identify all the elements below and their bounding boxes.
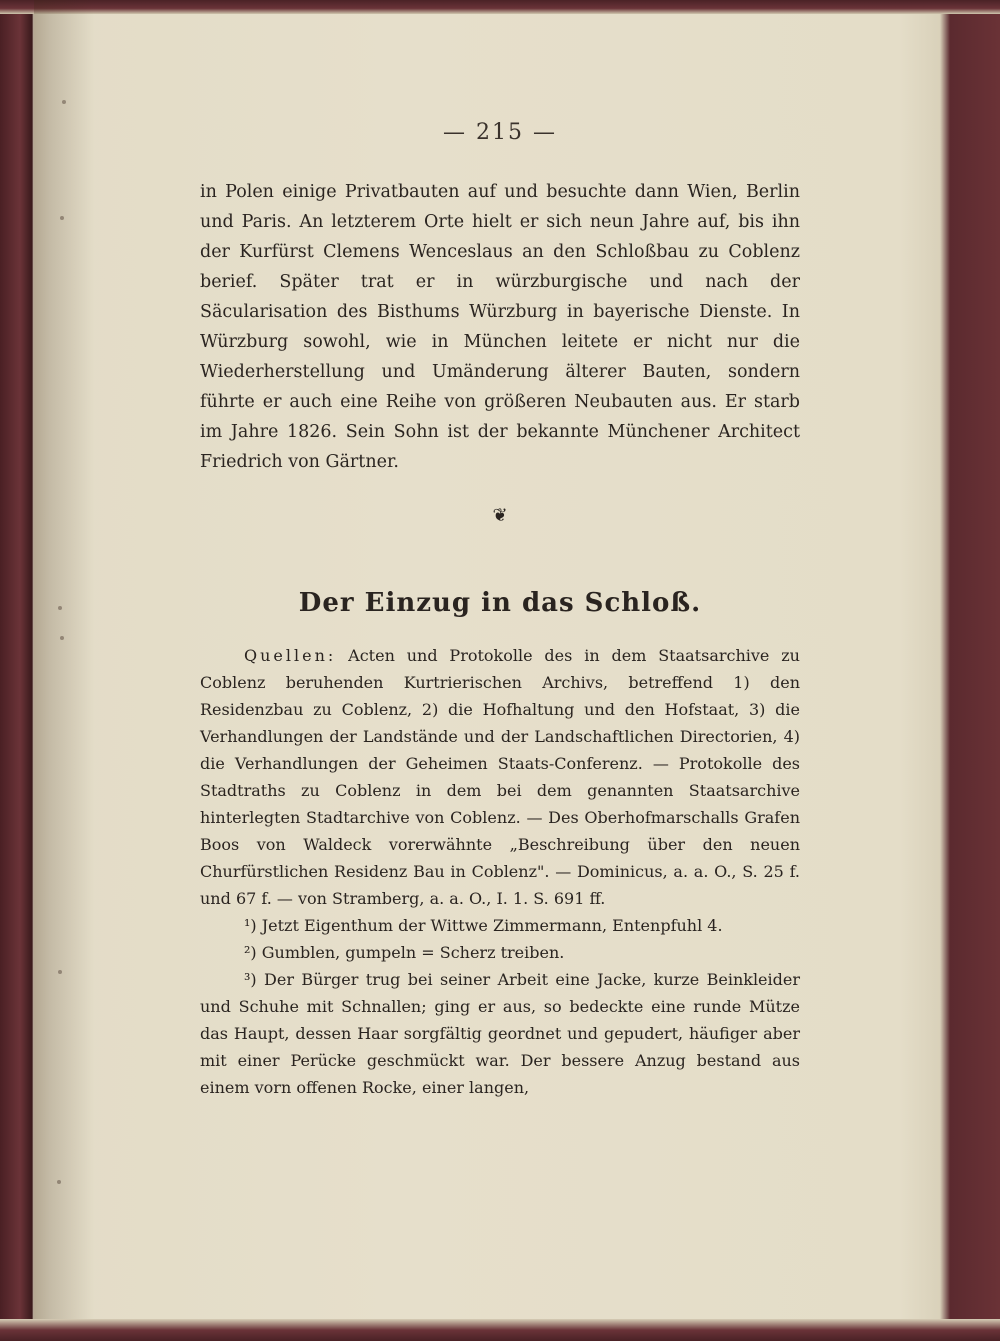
body-paragraph: in Polen einige Privatbauten auf und besuchte dann Wien, Berlin und Paris. An letzterem Orte hielt er sich neun Jahre auf, bis ihn der Kurfürst Clemens Wenceslaus an den Schloßbau zu Coblenz berief. Später trat er in würzburgische und nach der Säcularisation des Bisthums Würzburg in bayerische Dienste. In Würzburg sowohl, wie in München leitete er nicht nur die Wiederherstellung und Umänderung älterer Bauten, sondern führte er auch eine Reihe von größeren Neubauten aus. Er starb im Jahre 1826. Sein Sohn ist der bekannte Münchener Architect Friedrich von Gärtner. bbox=[200, 182, 800, 472]
book-cover-bottom-edge bbox=[0, 1319, 1000, 1341]
sources-paragraph bbox=[200, 642, 800, 912]
sources-label: Quellen: bbox=[244, 646, 337, 665]
footnote-3: ³) Der Bürger trug bei seiner Arbeit eine Jacke, kurze Beinkleider und Schuhe mit Schnallen; ging er aus, so bedeckte eine runde Mütze das Haupt, dessen Haar sorgfältig geordnet und gepudert, häufiger aber mit einer Perücke geschmückt war. Der bessere Anzug bestand aus einem vorn offenen Rocke, einer langen, bbox=[200, 970, 800, 1097]
footnote-1: ¹) Jetzt Eigenthum der Wittwe Zimmermann, Entenpfuhl 4. bbox=[244, 916, 723, 935]
book-cover-top-edge bbox=[0, 0, 1000, 14]
gutter-shadow bbox=[34, 0, 94, 1341]
book-page bbox=[200, 120, 800, 1101]
section-title: Der Einzug in das Schloß. bbox=[298, 588, 702, 618]
fleuron-ornament-icon: ❦ bbox=[492, 505, 508, 526]
footnote-2: ²) Gumblen, gumpeln = Scherz treiben. bbox=[244, 943, 565, 962]
sources-text: Acten und Protokolle des in dem Staatsarchive zu Coblenz beruhenden Kurtrierischen Archivs, betreffend 1) den Residenzbau zu Coblenz, 2) die Hofhaltung und den Hofstaat, 3) die Verhandlungen der Landstände und der Landschaftlichen Directorien, 4) die Verhandlungen der Geheimen Staats-Conferenz. — Protokolle des Stadtraths zu Coblenz in dem bei dem genannten Staatsarchive hinterlegten Stadtarchive von Coblenz. — Des Oberhofmarschalls Grafen Boos von Waldeck vorerwähnte „Beschreibung über den neuen Churfürstlichen Residenz Bau in Coblenz". — Dominicus, a. a. O., S. 25 f. und 67 f. — von Stramberg, a. a. O., I. 1. S. 691 ff. bbox=[200, 646, 800, 908]
page-number: — 215 — bbox=[443, 120, 557, 145]
